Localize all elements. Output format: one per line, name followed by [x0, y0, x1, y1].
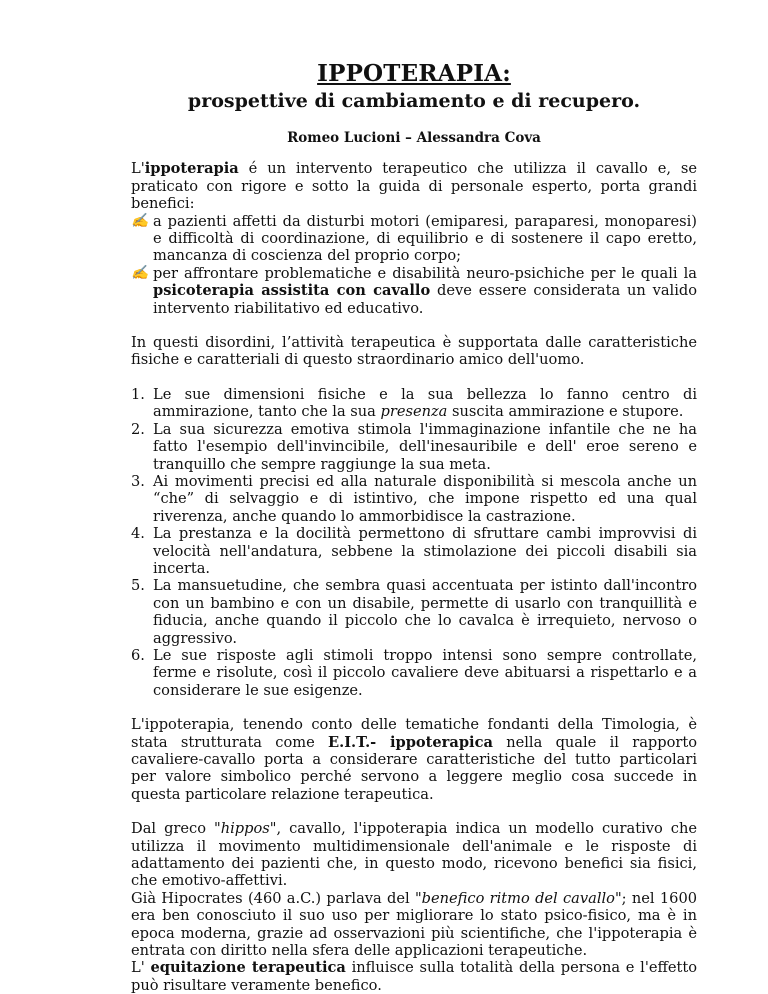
- intro-paragraph: L'ippoterapia é un intervento terapeutico che utilizza il cavallo e, se praticato con rigore e sotto la guida di personale esperto, porta grandi benefici:: [131, 160, 697, 213]
- document-subtitle: prospettive di cambiamento e di recupero.: [187, 90, 641, 112]
- list-item: 5. La mansuetudine, che sembra quasi accentuata per istinto dall'incontro con un bambino e con un disabile, permette di usarlo con tranquillità e fiducia, anche quando il piccolo che lo cavalca è irrequieto, nervoso o aggressivo.: [131, 577, 697, 647]
- document-page: [131, 60, 697, 994]
- writing-hand-icon: ✍: [131, 264, 148, 281]
- bold-term: E.I.T.- ippoterapica: [328, 733, 493, 751]
- list-item: 2. La sua sicurezza emotiva stimola l'immaginazione infantile che ne ha fatto l'esempio dell'invincibile, dell'inesauribile e dell' eroe sereno e tranquillo che sempre raggiunge la sua meta.: [131, 420, 697, 473]
- bold-term: psicoterapia assistita con cavallo: [153, 282, 431, 300]
- paragraph-hipocrates: Già Hipocrates (460 a.C.) parlava del "benefico ritmo del cavallo"; nel 1600 era ben conosciuto il suo uso per migliorare lo stato psico-fisico, ma è in epoca moderna, grazie ad osservazioni più scientifiche, che l'ippoterapia è entrata con diritto nella sfera delle applicazioni terapeutiche.: [131, 889, 698, 960]
- authors-line: Romeo Lucioni – Alessandra Cova: [287, 130, 541, 146]
- paragraph-equitazione: L' equitazione terapeutica influisce sulla totalità della persona e l'effetto può risultare veramente benefico.: [131, 959, 698, 994]
- list-item: 6. Le sue risposte agli stimoli troppo intensi sono sempre controllate, ferme e risolute, così il piccolo cavaliere deve abituarsi a rispettarlo e a considerare le sue esigenze.: [131, 646, 697, 699]
- numbered-list: [131, 386, 697, 699]
- term-ippoterapia: ippoterapia: [144, 160, 239, 178]
- list-item: 3. Ai movimenti precisi ed alla naturale disponibilità si mescola anche un “che” di selvaggio e di istintivo, che impone rispetto ed una qual riverenza, anche quando lo ammorbidisce la castrazione.: [131, 472, 697, 525]
- writing-hand-icon: ✍: [131, 212, 148, 229]
- list-item: ✍ per affrontare problematiche e disabilità neuro-psichiche per le quali la psicoterapia assistita con cavallo deve essere considerata un valido intervento riabilitativo ed educativo.: [131, 264, 697, 317]
- paragraph-timologia: L'ippoterapia, tenendo conto delle tematiche fondanti della Timologia, è stata strutturata come E.I.T.- ippoterapica nella quale il rapporto cavaliere-cavallo porta a considerare caratteristiche del tutto particolari per valore simbolico perché servono a leggere meglio cosa succede in questa particolare relazione terapeutica.: [131, 716, 697, 803]
- document-title: IPPOTERAPIA:: [317, 60, 511, 87]
- paragraph-disordini: In questi disordini, l’attività terapeutica è supportata dalle caratteristiche fisiche e caratteriali di questo straordinario amico dell'uomo.: [131, 334, 697, 369]
- bold-term: equitazione terapeutica: [150, 959, 346, 977]
- list-item: ✍ a pazienti affetti da disturbi motori (emiparesi, paraparesi, monoparesi) e difficoltà di coordinazione, di equilibrio e di sostenere il capo eretto, mancanza di coscienza del proprio corpo;: [131, 212, 697, 265]
- list-item: 1. Le sue dimensioni fisiche e la sua bellezza lo fanno centro di ammirazione, tanto che la sua presenza suscita ammirazione e stupore.: [131, 385, 697, 421]
- benefits-list: [131, 213, 697, 317]
- paragraph-greco: Dal greco "hippos", cavallo, l'ippoterapia indica un modello curativo che utilizza il movimento multidimensionale dell'animale e le risposte di adattamento dei pazienti che, in questo modo, ricevono benefici sia fisici, che emotivo-affettivi.: [131, 820, 697, 890]
- list-item: 4. La prestanza e la docilità permettono di sfruttare cambi improvvisi di velocità nell'andatura, sebbene la stimolazione dei piccoli disabili sia incerta.: [131, 525, 697, 577]
